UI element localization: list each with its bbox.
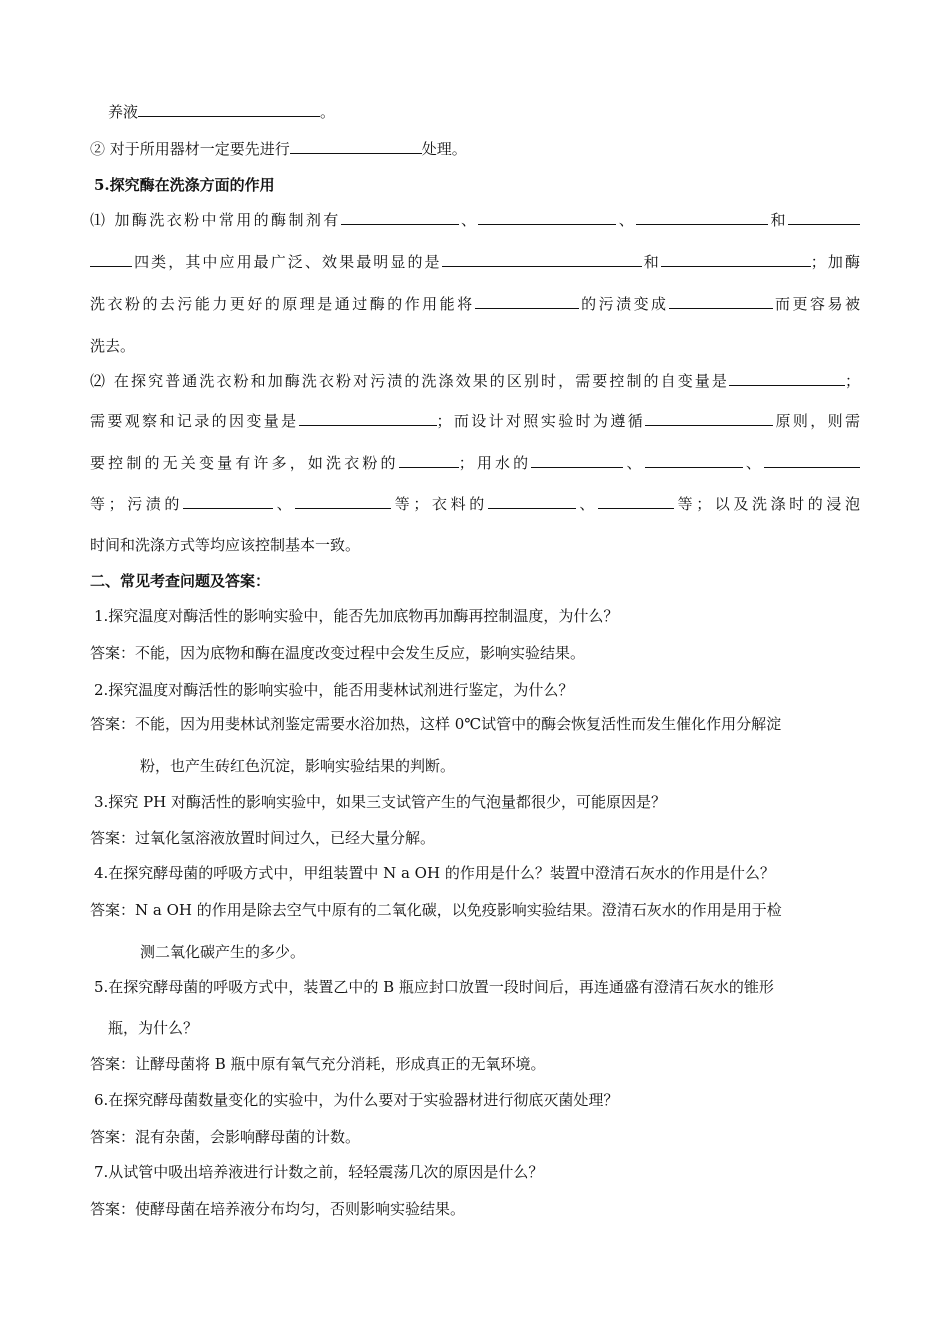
- text-segment: ；而设计对照实验时为遵循: [436, 412, 646, 430]
- fill-in-blank: [636, 210, 768, 225]
- fill-in-blank: [295, 494, 391, 509]
- text-segment: 等；污渍的: [90, 495, 183, 513]
- text-segment: 、: [742, 454, 764, 472]
- answer: 答案：混有杂菌，会影响酵母菌的计数。: [90, 1128, 361, 1146]
- text-segment: 养液: [108, 103, 139, 121]
- fill-in-blank: [764, 453, 860, 468]
- text-segment: ② 对于所用器材一定要先进行: [90, 140, 290, 158]
- text-line: [90, 411, 860, 431]
- answer: 答案：N a OH 的作用是除去空气中原有的二氧化碳，以免疫影响实验结果。澄清石灰水的作用是用于检: [90, 901, 782, 919]
- question: 3.探究 PH 对酶活性的影响实验中，如果三支试管产生的气泡量都很少，可能原因是？: [94, 793, 667, 811]
- section-heading: 5.探究酶在洗涤方面的作用: [94, 176, 275, 194]
- fill-in-blank: [183, 494, 273, 509]
- question: 5.在探究酵母菌的呼吸方式中，装置乙中的 B 瓶应封口放置一段时间后，再连通盛有澄清石灰水的锥形: [94, 978, 774, 996]
- fill-in-blank: [488, 494, 576, 509]
- answer: 答案：不能，因为用斐林试剂鉴定需要水浴加热，这样 0℃试管中的酶会恢复活性而发生催化作用分解淀: [90, 715, 782, 733]
- text-segment: 、: [458, 211, 479, 229]
- text-line: [108, 102, 878, 122]
- text-line: [90, 371, 860, 391]
- text-segment: 四类，其中应用最广泛、效果最明显的是: [132, 253, 442, 271]
- fill-in-blank: [788, 210, 860, 225]
- text-line: [90, 453, 860, 473]
- answer: 答案：过氧化氢溶液放置时间过久，已经大量分解。: [90, 829, 436, 847]
- text-line: [90, 294, 860, 314]
- text-segment: 、: [623, 454, 645, 472]
- text-segment: 等；以及洗涤时的浸泡: [674, 495, 860, 513]
- question: 2.探究温度对酶活性的影响实验中，能否用斐林试剂进行鉴定，为什么？: [94, 681, 574, 699]
- fill-in-blank: [138, 102, 320, 117]
- fill-in-blank: [531, 453, 623, 468]
- fill-in-blank: [645, 411, 773, 426]
- text-segment: 、: [273, 495, 296, 513]
- text-segment: 的污渍变成: [578, 295, 669, 313]
- text-segment: 需要观察和记录的因变量是: [90, 412, 299, 430]
- fill-in-blank: [478, 210, 616, 225]
- answer: 答案：让酵母菌将 B 瓶中原有氧气充分消耗，形成真正的无氧环境。: [90, 1055, 546, 1073]
- fill-in-blank: [475, 294, 579, 309]
- fill-in-blank: [645, 453, 743, 468]
- text-segment: 处理。: [421, 140, 467, 158]
- text-segment: 原则，则需: [773, 412, 860, 430]
- text-segment: ；用水的: [458, 454, 532, 472]
- question: 4.在探究酵母菌的呼吸方式中，甲组装置中 N a OH 的作用是什么？装置中澄清石灰水的作用是什么？: [94, 864, 775, 882]
- text-segment: 、: [575, 495, 598, 513]
- answer-continuation: 测二氧化碳产生的多少。: [140, 943, 306, 961]
- text-segment: 和: [641, 253, 661, 271]
- text-segment: ；: [844, 372, 860, 390]
- fill-in-blank: [299, 411, 437, 426]
- fill-in-blank: [598, 494, 674, 509]
- text-segment: ⑵ 在探究普通洗衣粉和加酶洗衣粉对污渍的洗涤效果的区别时，需要控制的自变量是: [90, 372, 729, 390]
- text-line: [90, 210, 860, 230]
- question-continuation: 瓶，为什么？: [108, 1019, 199, 1037]
- text-line: [90, 494, 860, 514]
- text-line: [90, 139, 860, 159]
- fill-in-blank: [341, 210, 459, 225]
- fill-in-blank: [661, 252, 811, 267]
- question: 7.从试管中吸出培养液进行计数之前，轻轻震荡几次的原因是什么？: [94, 1163, 544, 1181]
- question: 1.探究温度对酶活性的影响实验中，能否先加底物再加酶再控制温度，为什么？: [94, 607, 619, 625]
- fill-in-blank: [669, 294, 773, 309]
- text-segment: 而更容易被: [772, 295, 860, 313]
- text-segment: 要控制的无关变量有许多，如洗衣粉的: [90, 454, 399, 472]
- text-segment: 洗衣粉的去污能力更好的原理是通过酶的作用能将: [90, 295, 475, 313]
- fill-in-blank: [729, 371, 845, 386]
- text-segment: ；加酶: [810, 253, 860, 271]
- text-line: 洗去。: [90, 337, 136, 355]
- answer-continuation: 粉，也产生砖红色沉淀，影响实验结果的判断。: [140, 757, 456, 775]
- question: 6.在探究酵母菌数量变化的实验中，为什么要对于实验器材进行彻底灭菌处理？: [94, 1091, 619, 1109]
- text-segment: ⑴ 加酶洗衣粉中常用的酶制剂有: [90, 211, 341, 229]
- fill-in-blank: [442, 252, 642, 267]
- text-segment: 等；衣料的: [391, 495, 488, 513]
- text-segment: 。: [320, 103, 336, 121]
- answer: 答案：不能，因为底物和酶在温度改变过程中会发生反应，影响实验结果。: [90, 644, 586, 662]
- fill-in-blank: [290, 139, 422, 154]
- text-line: [90, 252, 860, 272]
- section-heading: 二、常见考查问题及答案：: [90, 572, 271, 590]
- text-line: 时间和洗涤方式等均应该控制基本一致。: [90, 536, 361, 554]
- text-segment: 和: [768, 211, 788, 229]
- fill-in-blank: [399, 453, 459, 468]
- fill-in-blank: [90, 252, 132, 267]
- answer: 答案：使酵母菌在培养液分布均匀，否则影响实验结果。: [90, 1200, 466, 1218]
- text-segment: 、: [616, 211, 637, 229]
